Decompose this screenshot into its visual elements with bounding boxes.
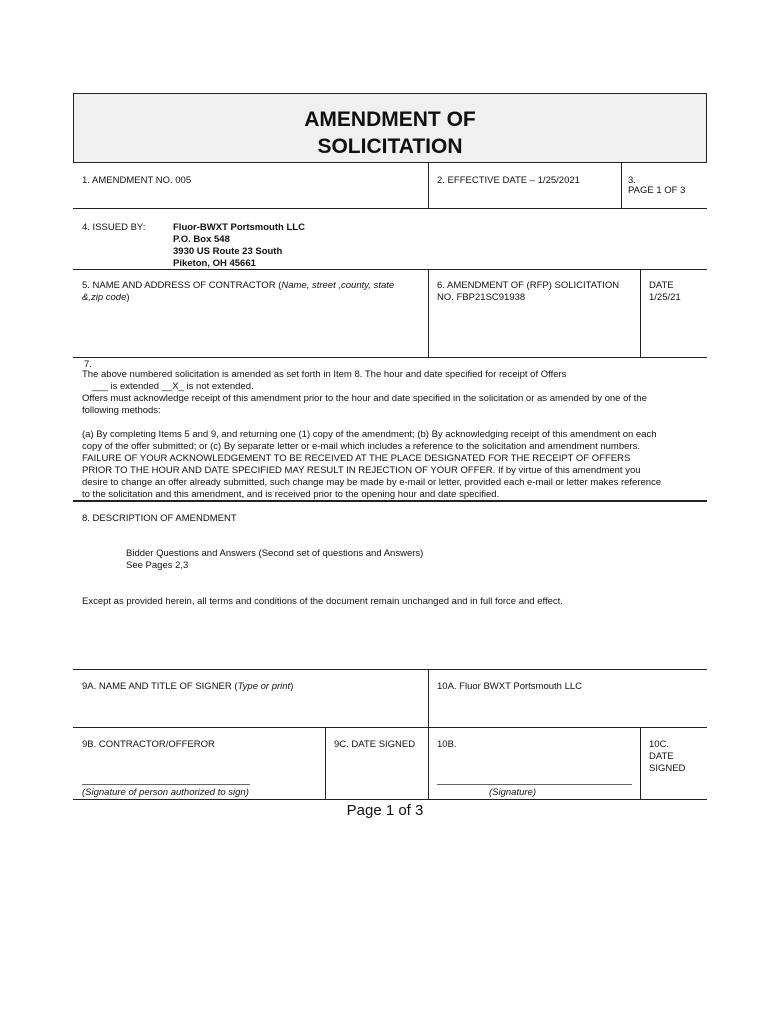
label-text: ) [126, 292, 130, 303]
form-title-line1: AMENDMENT OF [304, 108, 476, 131]
item7-line: The above numbered solicitation is amended as set forth in Item 8. The hour and date specified for receipt of Offers [82, 369, 567, 380]
divider [73, 500, 707, 502]
divider [73, 799, 707, 800]
method-line: to the solicitation and this amendment, and is received prior to the opening hour and date specified. [82, 489, 500, 500]
method-line: FAILURE OF YOUR ACKNOWLEDGEMENT TO BE RECEIVED AT THE PLACE DESIGNATED FOR THE RECEIPT OF OFFERS [82, 453, 631, 464]
issuer-date-signed-label: 10C. [649, 739, 670, 750]
contractor-signature-line[interactable] [82, 784, 250, 785]
divider [73, 727, 707, 728]
issuer-name: Fluor-BWXT Portsmouth LLC [173, 222, 305, 233]
divider [428, 669, 429, 800]
page-count: PAGE 1 OF 3 [628, 185, 686, 196]
terms-statement: Except as provided herein, all terms and conditions of the document remain unchanged and in full force and effect. [82, 596, 563, 607]
label-hint: &,zip code [82, 292, 127, 303]
contractor-address-label-cont [82, 292, 130, 304]
issuer-signer-label: 10A. Fluor BWXT Portsmouth LLC [437, 681, 583, 692]
item7-text [82, 369, 702, 417]
page-footer: Page 1 of 3 [346, 802, 424, 819]
divider [73, 669, 707, 670]
issued-by-label: 4. ISSUED BY: [82, 222, 146, 233]
label-text: 9A. NAME AND TITLE OF SIGNER ( [82, 681, 238, 692]
effective-date: 2. EFFECTIVE DATE – 1/25/2021 [437, 175, 580, 186]
method-line: (a) By completing Items 5 and 9, and returning one (1) copy of the amendment; (b) By acknowledging receipt of this amendment on each [82, 429, 657, 440]
method-line: desire to change an offer already submitted, such change may be made by e-mail or letter, provided each e-mail or letter makes reference [82, 477, 662, 488]
item7-number: 7. [84, 359, 92, 370]
contractor-address-label [82, 280, 394, 292]
signer-name-label [82, 681, 293, 693]
issuer-city: Piketon, OH 45661 [173, 258, 256, 269]
item7-methods [82, 429, 702, 501]
date-label: DATE [649, 280, 674, 291]
issuer-date-signed-label: SIGNED [649, 763, 686, 774]
issuer-signature-label: 10B. [437, 739, 457, 750]
divider [428, 269, 429, 358]
description-label: 8. DESCRIPTION OF AMENDMENT [82, 513, 237, 524]
divider [73, 357, 707, 358]
description-line: See Pages 2,3 [126, 560, 189, 571]
item7-line: Offers must acknowledge receipt of this amendment prior to the hour and date specified in the solicitation or as amended by one of the [82, 393, 647, 404]
item7-line: following methods: [82, 405, 161, 416]
label-text: ) [290, 681, 294, 692]
divider [428, 162, 429, 209]
form-title-line2: SOLICITATION [317, 135, 463, 158]
date-value: 1/25/21 [649, 292, 681, 303]
issuer-po-box: P.O. Box 548 [173, 234, 230, 245]
divider [621, 162, 622, 209]
caption-text: (Signature of person authorized to sign) [82, 787, 249, 798]
divider [640, 727, 641, 800]
divider [73, 269, 707, 270]
contractor-offeror-label: 9B. CONTRACTOR/OFFEROR [82, 739, 215, 750]
date-signed-label: 9C. DATE SIGNED [334, 739, 416, 750]
method-line: copy of the offer submitted; or (c) By separate letter or e-mail which includes a reference to the solicitation and amendment numbers. [82, 441, 640, 452]
issuer-signature-line[interactable] [437, 784, 632, 785]
label-hint: Name, street ,county, state [281, 280, 395, 291]
caption-text: (Signature) [489, 787, 536, 798]
divider [640, 269, 641, 358]
contractor-signature-caption [82, 787, 249, 799]
item7-line: ___ is extended __X_ is not extended. [92, 381, 254, 392]
page-count-number: 3. [628, 175, 636, 186]
description-line: Bidder Questions and Answers (Second set of questions and Answers) [126, 548, 424, 559]
solicitation-number: NO. FBP21SC91938 [437, 292, 526, 303]
amendment-form [73, 93, 707, 800]
solicitation-label: 6. AMENDMENT OF (RFP) SOLICITATION [437, 280, 620, 291]
issuer-signature-caption [489, 787, 536, 799]
divider [325, 727, 326, 800]
label-hint: Type or print [237, 681, 291, 692]
issuer-street: 3930 US Route 23 South [173, 246, 283, 257]
method-line: PRIOR TO THE HOUR AND DATE SPECIFIED MAY RESULT IN REJECTION OF YOUR OFFER. If by virtue of this amendment you [82, 465, 641, 476]
divider [73, 208, 707, 209]
label-text: 5. NAME AND ADDRESS OF CONTRACTOR ( [82, 280, 282, 291]
issuer-date-signed-label: DATE [649, 751, 674, 762]
amendment-number: 1. AMENDMENT NO. 005 [82, 175, 192, 186]
